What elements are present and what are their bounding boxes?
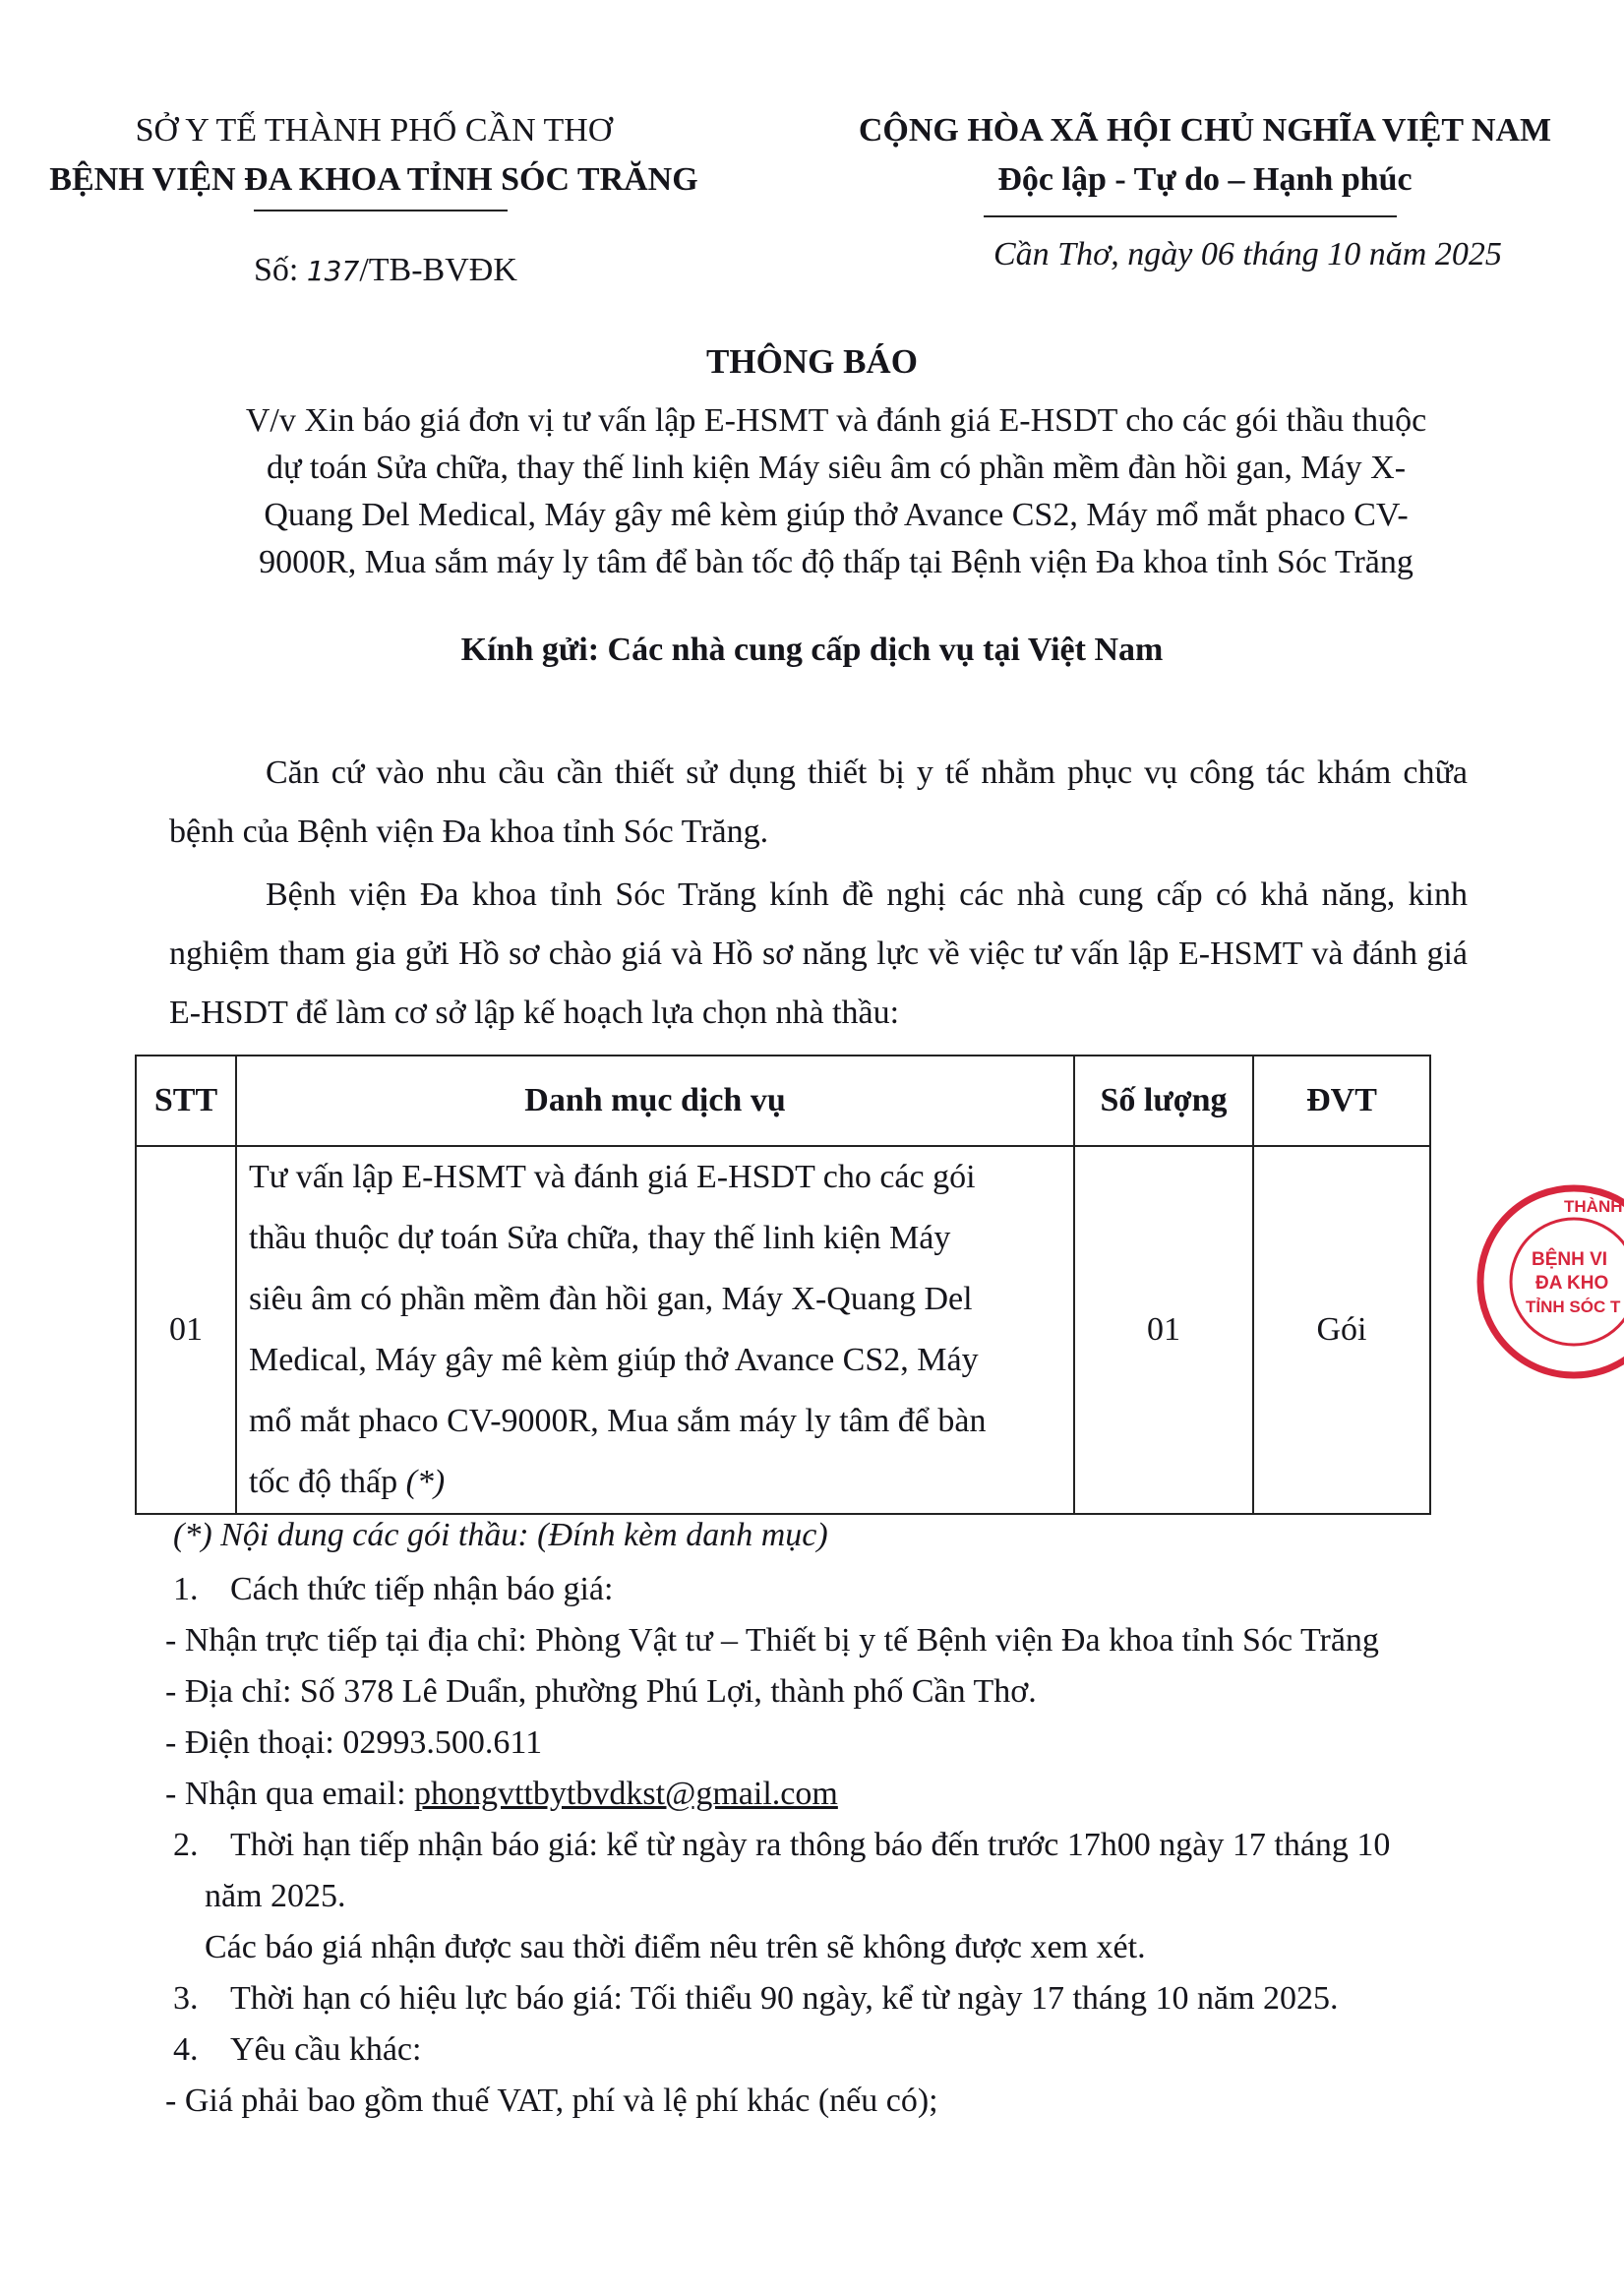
org-underline: [254, 210, 508, 211]
description-line: [249, 1452, 1061, 1513]
official-seal: [1471, 1178, 1624, 1385]
section-4-line: - Giá phải bao gồm thuế VAT, phí và lệ phí khác (nếu có);: [165, 2082, 938, 2119]
row-stt: 01: [136, 1146, 236, 1514]
section-2-line: [165, 1820, 1503, 1871]
seal-top-text: THÀNH: [1564, 1197, 1623, 1216]
description-last-text: tốc độ thấp: [249, 1464, 406, 1500]
org-parent: SỞ Y TẾ THÀNH PHỐ CẦN THƠ: [135, 112, 613, 149]
motto: Độc lập - Tự do – Hạnh phúc: [997, 161, 1413, 198]
row-unit: Gói: [1253, 1146, 1430, 1514]
sections: [165, 1564, 1503, 2127]
header-service: Danh mục dịch vụ: [236, 1056, 1074, 1146]
description-line: Medical, Máy gây mê kèm giúp thở Avance CS2, Máy: [249, 1342, 979, 1378]
paragraph-1: Căn cứ vào nhu cầu cần thiết sử dụng thiết bị y tế nhằm phục vụ công tác khám chữa bệnh của Bệnh viện Đa khoa tỉnh Sóc Trăng.: [169, 754, 1468, 850]
section-4-title: [165, 2024, 1503, 2076]
section-1-line: - Nhận trực tiếp tại địa chỉ: Phòng Vật tư – Thiết bị y tế Bệnh viện Đa khoa tỉnh Sóc Trăng: [165, 1622, 1379, 1659]
table-header-row: [136, 1056, 1430, 1146]
description-line: thầu thuộc dự toán Sửa chữa, thay thế linh kiện Máy: [249, 1220, 951, 1256]
row-description: [236, 1146, 1074, 1514]
section-number: 1.: [173, 1571, 199, 1607]
seal-line-1: BỆNH VI: [1532, 1249, 1608, 1270]
org-name: BỆNH VIỆN ĐA KHOA TỈNH SÓC TRĂNG: [49, 161, 698, 198]
paragraph-2: Bệnh viện Đa khoa tỉnh Sóc Trăng kính đề nghị các nhà cung cấp có khả năng, kinh nghiệm tham gia gửi Hồ sơ chào giá và Hồ sơ năng lực về việc tư vấn lập E-HSMT và đánh giá E-HSDT để làm cơ sở lập kế hoạch lựa chọn nhà thầu:: [169, 876, 1468, 1031]
table-note: (*) Nội dung các gói thầu: (Đính kèm danh mục): [173, 1517, 828, 1553]
section-text: Thời hạn tiếp nhận báo giá: kể từ ngày ra thông báo đến trước 17h00 ngày 17 tháng 10: [230, 1827, 1391, 1863]
section-number: 2.: [173, 1827, 199, 1863]
section-1-title: [165, 1564, 1503, 1615]
section-2-line: năm 2025.: [205, 1878, 346, 1914]
section-1-line: - Điện thoại: 02993.500.611: [165, 1724, 543, 1761]
service-table: [135, 1055, 1431, 1515]
description-line: mổ mắt phaco CV-9000R, Mua sắm máy ly tâm để bàn: [249, 1403, 987, 1439]
section-text: Thời hạn có hiệu lực báo giá: Tối thiểu 90 ngày, kể từ ngày 17 tháng 10 năm 2025.: [230, 1980, 1339, 2017]
national-title: CỘNG HÒA XÃ HỘI CHỦ NGHĨA VIỆT NAM: [858, 112, 1552, 149]
description-line: siêu âm có phần mềm đàn hồi gan, Máy X-Quang Del: [249, 1281, 973, 1317]
header-left: [20, 106, 728, 205]
section-1-line: - Địa chỉ: Số 378 Lê Duẩn, phường Phú Lợi, thành phố Cần Thơ.: [165, 1673, 1037, 1710]
row-quantity: 01: [1074, 1146, 1253, 1514]
header-quantity: Số lượng: [1074, 1056, 1253, 1146]
email-link[interactable]: phongvttbytbvdkst@gmail.com: [414, 1776, 838, 1812]
subject: [197, 397, 1475, 586]
doc-number-prefix: Số:: [254, 252, 307, 288]
document-title: THÔNG BÁO: [706, 342, 918, 381]
description-note-mark: (*): [405, 1464, 446, 1500]
header-unit: ĐVT: [1253, 1056, 1430, 1146]
body-paragraphs: [169, 744, 1468, 1043]
header-stt: STT: [136, 1056, 236, 1146]
seal-line-2: ĐA KHO: [1535, 1273, 1609, 1294]
email-label: - Nhận qua email:: [165, 1776, 415, 1812]
subject-line: 9000R, Mua sắm máy ly tâm để bàn tốc độ thấp tại Bệnh viện Đa khoa tỉnh Sóc Trăng: [259, 544, 1413, 580]
subject-line: V/v Xin báo giá đơn vị tư vấn lập E-HSMT và đánh giá E-HSDT cho các gói thầu thuộc: [245, 402, 1427, 439]
date-line: Cần Thơ, ngày 06 tháng 10 năm 2025: [993, 236, 1502, 272]
section-number: 3.: [173, 1980, 199, 2017]
doc-number-handwritten: 137: [306, 255, 360, 287]
section-number: 4.: [173, 2031, 199, 2068]
section-2-line: Các báo giá nhận được sau thời điểm nêu trên sẽ không được xem xét.: [205, 1929, 1146, 1965]
subject-line: dự toán Sửa chữa, thay thế linh kiện Máy siêu âm có phần mềm đàn hồi gan, Máy X-: [266, 450, 1407, 486]
table-row: [136, 1146, 1430, 1514]
section-title: Cách thức tiếp nhận báo giá:: [230, 1571, 614, 1607]
section-title: Yêu cầu khác:: [230, 2031, 422, 2068]
section-1-email-line: [165, 1769, 1503, 1820]
document-number: [254, 252, 517, 289]
seal-line-3: TỈNH SÓC T: [1526, 1297, 1621, 1316]
recipient: Kính gửi: Các nhà cung cấp dịch vụ tại Việt Nam: [460, 632, 1164, 668]
subject-line: Quang Del Medical, Máy gây mê kèm giúp thở Avance CS2, Máy mổ mắt phaco CV-: [264, 497, 1409, 533]
motto-underline: [984, 215, 1397, 217]
section-3-line: [165, 1973, 1503, 2024]
header-right: [807, 106, 1603, 205]
doc-number-suffix: /TB-BVĐK: [359, 252, 517, 288]
description-line: Tư vấn lập E-HSMT và đánh giá E-HSDT cho các gói: [249, 1159, 976, 1195]
